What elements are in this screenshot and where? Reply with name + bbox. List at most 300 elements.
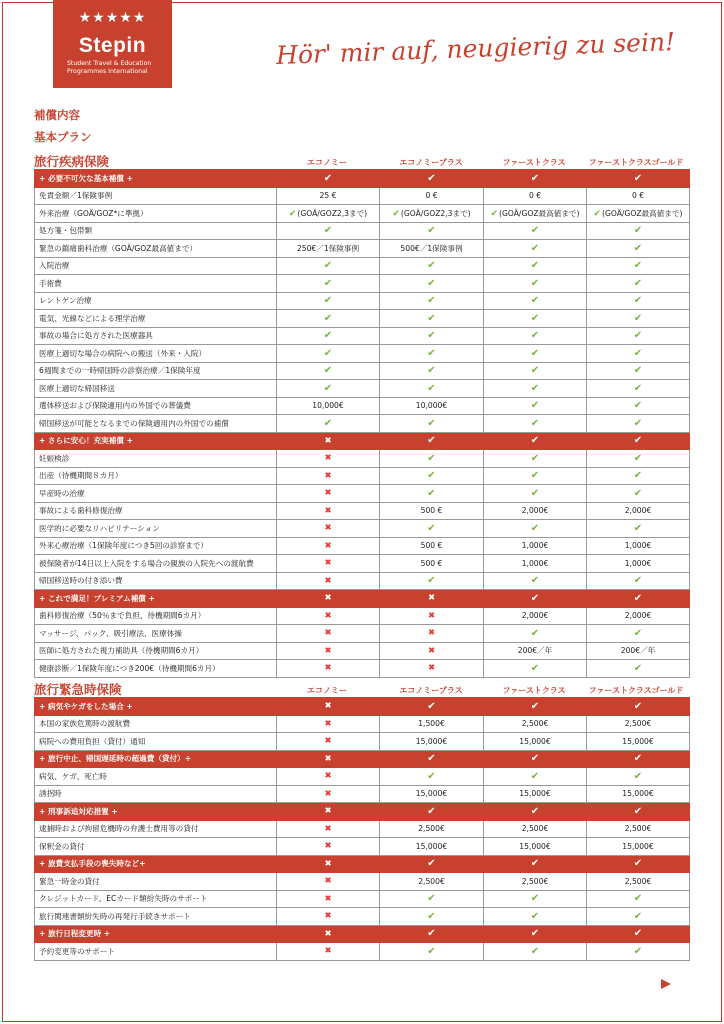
cell-check (587, 803, 690, 821)
table-row (35, 607, 690, 625)
cell-check (587, 292, 690, 310)
cross-icon: ✖ (324, 753, 332, 764)
logo-subtitle-line1: Student Travel & Education (67, 60, 152, 67)
check-icon: ✔ (530, 312, 540, 324)
check-icon: ✔ (633, 365, 643, 377)
cell-check (277, 327, 380, 345)
cell-check (587, 750, 690, 768)
cell-check (587, 890, 690, 908)
check-icon: ✔ (530, 592, 540, 604)
col-header-first-class-2: ファーストクラス (502, 686, 566, 695)
cell-cross (277, 908, 380, 926)
check-icon: ✔ (427, 910, 436, 922)
check-icon: ✔ (633, 928, 643, 940)
check-icon: ✔ (530, 417, 540, 429)
cell-check (484, 660, 587, 678)
cell-check (380, 415, 484, 433)
cell-check (587, 572, 690, 590)
cross-icon: ✖ (324, 505, 332, 516)
logo-subtitle (67, 60, 167, 76)
cell-value: 15,000€ (587, 785, 690, 803)
check-icon: ✔ (427, 260, 436, 272)
cross-icon: ✖ (324, 841, 332, 852)
check-icon: ✔ (288, 208, 297, 219)
cell-check (380, 768, 484, 786)
cross-icon: ✖ (324, 435, 332, 446)
check-icon: ✔ (633, 225, 643, 237)
row-label: 免責金額／1保険事例 (35, 187, 277, 205)
cell-cross (277, 537, 380, 555)
table-row (35, 257, 690, 275)
cell-check (484, 310, 587, 328)
check-icon: ✔ (323, 417, 333, 429)
logo-subtitle-line2: Programmes International (67, 68, 148, 75)
cell-check (484, 380, 587, 398)
cell-check (587, 855, 690, 873)
cell-check (587, 310, 690, 328)
cell-check (380, 803, 484, 821)
cross-icon: ✖ (324, 663, 332, 674)
check-icon: ✔ (633, 575, 643, 587)
category-header-row (35, 698, 690, 716)
table-row (35, 715, 690, 733)
cell-check (484, 362, 587, 380)
cell-value: 2,500€ (587, 715, 690, 733)
row-label: 旅行関連書類紛失時の再発行手続きサポート (35, 908, 277, 926)
cross-icon: ✖ (324, 645, 332, 656)
cell-value: 0 € (484, 187, 587, 205)
cell-check (380, 698, 484, 716)
check-icon: ✔ (530, 945, 540, 957)
table-row (35, 820, 690, 838)
cell-check (380, 362, 484, 380)
check-icon: ✔ (392, 208, 400, 219)
check-icon: ✔ (427, 945, 436, 957)
check-icon: ✔ (633, 592, 643, 604)
cell-check-note (587, 205, 690, 223)
cell-check (277, 275, 380, 293)
cell-check (484, 572, 587, 590)
cell-value: 1,000€ (484, 555, 587, 573)
cell-check (484, 415, 587, 433)
cell-cross (380, 625, 484, 643)
check-icon: ✔ (323, 330, 333, 342)
cell-check (484, 625, 587, 643)
cell-check (484, 292, 587, 310)
cell-check (587, 908, 690, 926)
row-label: 病気、ケガ、死亡時 (35, 768, 277, 786)
cross-icon: ✖ (324, 858, 332, 869)
table-row (35, 485, 690, 503)
check-icon: ✔ (427, 365, 436, 377)
cell-value: 15,000€ (587, 838, 690, 856)
cell-check (380, 310, 484, 328)
check-icon: ✔ (633, 382, 643, 394)
category-header-row (35, 855, 690, 873)
cell-value: 15,000€ (380, 733, 484, 751)
check-icon: ✔ (633, 805, 643, 817)
check-icon: ✔ (323, 260, 333, 272)
check-icon: ✔ (530, 858, 540, 870)
cell-value: 500 € (380, 555, 484, 573)
cell-check (380, 432, 484, 450)
cell-cross (277, 555, 380, 573)
check-icon: ✔ (427, 522, 436, 534)
check-icon: ✔ (633, 260, 643, 272)
check-icon: ✔ (633, 417, 643, 429)
logo[interactable] (53, 0, 172, 88)
col-header-economy-plus: エコノミープラス (399, 158, 463, 167)
cell-check (587, 170, 690, 188)
cell-value: 2,500€ (484, 873, 587, 891)
cell-check (484, 890, 587, 908)
check-icon: ✔ (323, 347, 333, 359)
cell-check (484, 803, 587, 821)
table-row (35, 240, 690, 258)
table-row (35, 187, 690, 205)
cell-check (380, 520, 484, 538)
cell-check (380, 467, 484, 485)
check-icon: ✔ (530, 452, 540, 464)
row-label: 医学的に必要なリハビリテーション (35, 520, 277, 538)
cell-check (484, 450, 587, 468)
cell-check (484, 467, 587, 485)
section1-title: 旅行疾病保険 (34, 154, 110, 169)
cell-check-note (380, 205, 484, 223)
cell-value: 2,500€ (484, 820, 587, 838)
cell-check-note (277, 205, 380, 223)
check-icon: ✔ (633, 242, 643, 254)
cell-cross (277, 660, 380, 678)
cell-check (277, 257, 380, 275)
category-header-row (35, 803, 690, 821)
cross-icon: ✖ (427, 645, 436, 656)
row-label: + 旅行中止、帰国遅延時の超過費（貸付）+ (35, 750, 277, 768)
table-row (35, 467, 690, 485)
check-icon: ✔ (530, 805, 540, 817)
check-icon: ✔ (633, 858, 643, 870)
row-label: 帰国移送時の付き添い費 (35, 572, 277, 590)
cross-icon: ✖ (324, 558, 332, 569)
cell-check (587, 380, 690, 398)
cell-cross (380, 660, 484, 678)
cross-icon: ✖ (324, 470, 332, 481)
cell-cross (277, 520, 380, 538)
cell-check (277, 222, 380, 240)
row-label: + 必要不可欠な基本補償 + (35, 170, 277, 188)
check-icon: ✔ (530, 753, 540, 765)
cell-check (277, 292, 380, 310)
check-icon: ✔ (633, 662, 643, 674)
table-row (35, 660, 690, 678)
cell-check (587, 625, 690, 643)
cell-value: 200€／年 (484, 642, 587, 660)
row-label: 手術費 (35, 275, 277, 293)
check-icon: ✔ (530, 893, 540, 905)
row-label: 被保険者が14日以上入院をする場合の親族の入院先への渡航費 (35, 555, 277, 573)
col-header-first-class: ファーストクラス (502, 158, 566, 167)
table-row (35, 555, 690, 573)
cell-value: 2,500€ (380, 820, 484, 838)
cross-icon: ✖ (324, 876, 332, 887)
cell-check (484, 698, 587, 716)
cross-icon: ✖ (324, 928, 332, 939)
cell-check (484, 240, 587, 258)
row-label: 病院への費用負担（貸付）通知 (35, 733, 277, 751)
cell-check (484, 275, 587, 293)
cell-cross (277, 855, 380, 873)
check-icon: ✔ (530, 575, 540, 587)
cell-check (587, 397, 690, 415)
check-icon: ✔ (323, 382, 333, 394)
cell-cross (277, 467, 380, 485)
check-icon: ✔ (427, 487, 436, 499)
row-label: 本国の家族危篤時の渡航費 (35, 715, 277, 733)
cell-check (277, 362, 380, 380)
cell-check (587, 698, 690, 716)
cell-cross (380, 642, 484, 660)
row-label: 歯科修復治療（50％まで負担、待機期間6カ月） (35, 607, 277, 625)
check-icon: ✔ (427, 470, 436, 482)
cell-check (380, 345, 484, 363)
check-icon: ✔ (427, 753, 436, 765)
cell-cross (277, 838, 380, 856)
table-row (35, 943, 690, 961)
category-header-row (35, 432, 690, 450)
cross-icon: ✖ (427, 628, 436, 639)
cell-check (587, 240, 690, 258)
cell-value: 15,000€ (587, 733, 690, 751)
cell-check (587, 590, 690, 608)
cell-cross (277, 625, 380, 643)
check-icon: ✔ (427, 893, 436, 905)
row-label: 保釈金の貸付 (35, 838, 277, 856)
cell-check (587, 257, 690, 275)
cell-check (484, 925, 587, 943)
cell-cross (277, 750, 380, 768)
check-icon: ✔ (530, 225, 540, 237)
check-icon: ✔ (530, 365, 540, 377)
compensation-heading: 補償内容 (34, 108, 80, 122)
row-label: 誘拐時 (35, 785, 277, 803)
check-icon: ✔ (427, 770, 436, 782)
cell-check (587, 362, 690, 380)
cell-check (587, 415, 690, 433)
row-label: 予約変更等のサポート (35, 943, 277, 961)
cell-value: 1,000€ (587, 537, 690, 555)
cell-check (277, 380, 380, 398)
cell-check (380, 275, 484, 293)
check-icon: ✔ (323, 365, 333, 377)
cell-check (587, 925, 690, 943)
check-icon: ✔ (633, 295, 643, 307)
cell-check (587, 432, 690, 450)
cell-check (277, 415, 380, 433)
row-label: + これで満足！プレミアム補償 + (35, 590, 277, 608)
cell-check (587, 275, 690, 293)
table-row (35, 785, 690, 803)
cell-check (380, 222, 484, 240)
cell-value: 25 € (277, 187, 380, 205)
check-icon: ✔ (530, 382, 540, 394)
cell-check (587, 222, 690, 240)
check-icon: ✔ (530, 347, 540, 359)
cell-cross (277, 607, 380, 625)
row-label: 医療上適切な帰国移送 (35, 380, 277, 398)
category-header-row (35, 750, 690, 768)
cell-value: 500 € (380, 502, 484, 520)
cell-check (380, 925, 484, 943)
cell-value: 15,000€ (484, 785, 587, 803)
cell-cross (277, 820, 380, 838)
cell-check (587, 660, 690, 678)
check-icon: ✔ (427, 805, 436, 817)
cell-note: (GOÄ/GOZ最高値まで) (499, 208, 580, 218)
table-row (35, 908, 690, 926)
row-label: + 刑事訴追対応措置 + (35, 803, 277, 821)
row-label: 健康診断／1保険年度につき200€（待機期間6カ月） (35, 660, 277, 678)
cell-check (484, 520, 587, 538)
tagline: Hör' mir auf, neugierig zu sein! (275, 27, 676, 70)
row-label: 帰国移送が可能となるまでの保険適用内の外国での補償 (35, 415, 277, 433)
cell-check (277, 345, 380, 363)
cross-icon: ✖ (427, 610, 436, 621)
row-label: + 旅費支払手段の喪失時など+ (35, 855, 277, 873)
check-icon: ✔ (530, 330, 540, 342)
cell-check (380, 750, 484, 768)
row-label: 入院治療 (35, 257, 277, 275)
check-icon: ✔ (323, 225, 333, 237)
next-page-arrow-icon[interactable] (661, 979, 671, 989)
cell-cross (277, 698, 380, 716)
cell-check (380, 292, 484, 310)
table-row (35, 838, 690, 856)
cell-value: 15,000€ (380, 785, 484, 803)
cross-icon: ✖ (324, 488, 332, 499)
cross-icon: ✖ (427, 663, 436, 674)
row-label: 早産時の治療 (35, 485, 277, 503)
cross-icon: ✖ (324, 771, 332, 782)
check-icon: ✔ (530, 627, 540, 639)
cell-check (484, 750, 587, 768)
cross-icon: ✖ (324, 701, 332, 712)
cross-icon: ✖ (324, 736, 332, 747)
table-row (35, 345, 690, 363)
cell-value: 2,000€ (587, 502, 690, 520)
cell-value: 200€／年 (587, 642, 690, 660)
check-icon: ✔ (530, 435, 540, 447)
check-icon: ✔ (427, 700, 436, 712)
check-icon: ✔ (323, 172, 333, 184)
check-icon: ✔ (427, 172, 436, 184)
cell-check (380, 943, 484, 961)
table-row (35, 327, 690, 345)
logo-stars: ★★★★★ (78, 10, 147, 26)
cross-icon: ✖ (324, 788, 332, 799)
cross-icon: ✖ (324, 718, 332, 729)
check-icon: ✔ (427, 277, 436, 289)
cell-value: 2,000€ (484, 502, 587, 520)
cell-check (380, 855, 484, 873)
table-row (35, 890, 690, 908)
cell-check (380, 890, 484, 908)
table-row (35, 380, 690, 398)
table-row (35, 205, 690, 223)
cell-cross (380, 607, 484, 625)
cell-check (587, 327, 690, 345)
row-label: 遺体移送および保険適用内の外国での葬儀費 (35, 397, 277, 415)
check-icon: ✔ (530, 487, 540, 499)
cell-check (484, 345, 587, 363)
row-label: 外来心療治療（1保険年度につき5回の診察まで） (35, 537, 277, 555)
cross-icon: ✖ (324, 453, 332, 464)
cross-icon: ✖ (324, 893, 332, 904)
check-icon: ✔ (530, 700, 540, 712)
cell-value: 15,000€ (484, 838, 587, 856)
category-header-row (35, 590, 690, 608)
check-icon: ✔ (633, 770, 643, 782)
cell-check (587, 520, 690, 538)
table-row (35, 310, 690, 328)
check-icon: ✔ (593, 208, 602, 219)
cell-check (587, 467, 690, 485)
cell-cross (277, 485, 380, 503)
cell-check (587, 450, 690, 468)
cell-check (587, 485, 690, 503)
cell-note: (GOÄ/GOZ2,3まで) (400, 208, 471, 218)
check-icon: ✔ (530, 910, 540, 922)
row-label: 医師に処方された視力補助具（待機期間6カ月） (35, 642, 277, 660)
sickness-insurance-table (34, 169, 690, 678)
cell-cross (277, 572, 380, 590)
row-label: 処方箋・包帯類 (35, 222, 277, 240)
cell-value: 15,000€ (380, 838, 484, 856)
check-icon: ✔ (633, 435, 643, 447)
cell-check (484, 432, 587, 450)
cell-cross (277, 450, 380, 468)
check-icon: ✔ (633, 452, 643, 464)
cell-check (380, 380, 484, 398)
check-icon: ✔ (530, 172, 540, 184)
cell-check (587, 768, 690, 786)
row-label: + 旅行日程変更時 + (35, 925, 277, 943)
cell-cross (277, 502, 380, 520)
check-icon: ✔ (530, 277, 540, 289)
cross-icon: ✖ (324, 823, 332, 834)
cell-note: (GOÄ/GOZ2,3まで) (297, 208, 368, 218)
cell-cross (277, 873, 380, 891)
cell-value: 0 € (587, 187, 690, 205)
check-icon: ✔ (427, 452, 436, 464)
cell-check-note (484, 205, 587, 223)
check-icon: ✔ (427, 575, 436, 587)
cell-check (380, 327, 484, 345)
cell-value: 2,000€ (484, 607, 587, 625)
cell-cross (277, 733, 380, 751)
cell-check (587, 345, 690, 363)
basic-plan-heading: 基本プラン (34, 130, 92, 144)
cell-check (380, 485, 484, 503)
check-icon: ✔ (633, 347, 643, 359)
cell-check (484, 768, 587, 786)
category-header-row (35, 925, 690, 943)
cell-check (380, 257, 484, 275)
cell-cross (277, 943, 380, 961)
table-row (35, 275, 690, 293)
row-label: クレジットカード、ECカード類紛失時のサポート (35, 890, 277, 908)
check-icon: ✔ (633, 400, 643, 412)
cell-note: (GOÄ/GOZ最高値まで) (602, 208, 683, 218)
